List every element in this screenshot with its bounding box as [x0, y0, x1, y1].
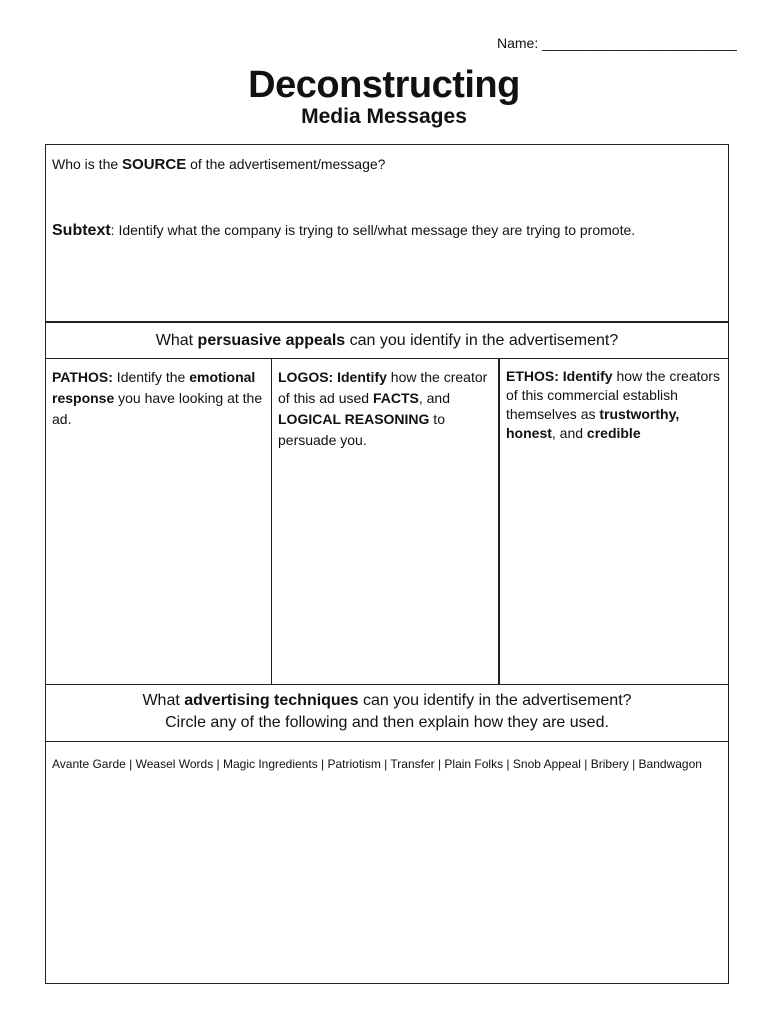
techniques-header: [46, 685, 728, 742]
logos-cell[interactable]: LOGOS: Identify how the creator of this ad used FACTS, and LOGICAL REASONING to persuade you.: [272, 359, 500, 684]
pathos-cell[interactable]: PATHOS: Identify the emotional response you have looking at the ad.: [46, 359, 272, 684]
techniques-instruction: Circle any of the following and then explain how they are used.: [165, 714, 609, 731]
page-title: Deconstructing: [248, 64, 520, 106]
ethos-cell[interactable]: ETHOS: Identify how the creators of this commercial establish themselves as trustworthy, honest, and credible: [506, 368, 720, 441]
appeals-header: What persuasive appeals can you identify in the advertisement?: [46, 323, 728, 359]
source-question: Who is the SOURCE of the advertisement/message?: [52, 156, 386, 173]
techniques-answer-area[interactable]: [46, 742, 728, 983]
techniques-list: Avante Garde | Weasel Words | Magic Ingredients | Patriotism | Transfer | Plain Folks | Snob Appeal | Bribery | Bandwagon: [52, 757, 702, 771]
techniques-question: What advertising techniques can you identify in the advertisement?: [142, 692, 632, 709]
subtext-prompt: Subtext: Identify what the company is trying to sell/what message they are trying to promote.: [52, 222, 636, 239]
source-section[interactable]: [46, 145, 728, 323]
name-field-label[interactable]: Name: _________________________: [497, 35, 737, 51]
page-subtitle: Media Messages: [301, 105, 467, 128]
worksheet-table: [45, 144, 729, 984]
appeals-row: [46, 359, 728, 685]
